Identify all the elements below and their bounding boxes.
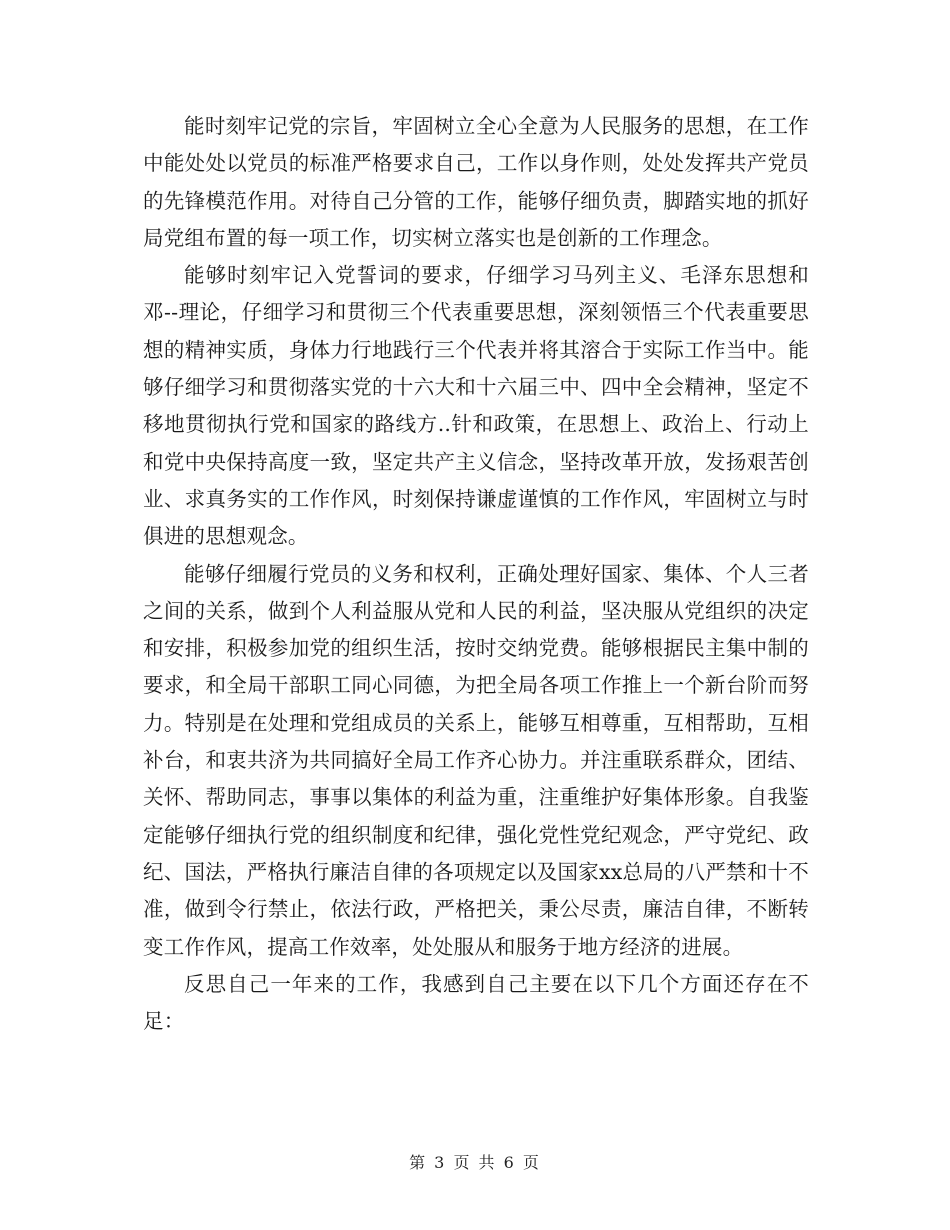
document-body [143, 108, 809, 1040]
page-number-footer: 第 3 页 共 6 页 [409, 1153, 541, 1172]
paragraph-self-reflection: 反思自己一年来的工作，我感到自己主要在以下几个方面还存在不足： [143, 971, 809, 1034]
paragraph-party-purpose: 能时刻牢记党的宗旨，牢固树立全心全意为人民服务的思想，在工作中能处处以党员的标准严格要求自己，工作以身作则，处处发挥共产党员的先锋模范作用。对待自己分管的工作，能够仔细负责，脚踏实地的抓好局党组布置的每一项工作，切实树立落实也是创新的工作理念。 [143, 114, 809, 250]
paragraph-party-oath: 能够时刻牢记入党誓词的要求，仔细学习马列主义、毛泽东思想和邓--理论，仔细学习和贯彻三个代表重要思想，深刻领悟三个代表重要思想的精神实质，身体力行地践行三个代表并将其溶合于实际工作当中。能够仔细学习和贯彻落实党的十六大和十六届三中、四中全会精神，坚定不移地贯彻执行党和国家的路线方..针和政策，在思想上、政治上、行动上和党中央保持高度一致，坚定共产主义信念，坚持改革开放，发扬艰苦创业、求真务实的工作作风，时刻保持谦虚谨慎的工作作风，牢固树立与时俱进的思想观念。 [143, 263, 809, 549]
paragraph-member-duties: 能够仔细履行党员的义务和权利，正确处理好国家、集体、个人三者之间的关系，做到个人利益服从党和人民的利益，坚决服从党组织的决定和安排，积极参加党的组织生活，按时交纳党费。能够根据民主集中制的要求，和全局干部职工同心同德，为把全局各项工作推上一个新台阶而努力。特别是在处理和党组成员的关系上，能够互相尊重，互相帮助，互相补台，和衷共济为共同搞好全局工作齐心协力。并注重联系群众，团结、关怀、帮助同志，事事以集体的利益为重，注重维护好集体形象。自我鉴定能够仔细执行党的组织制度和纪律，强化党性党纪观念，严守党纪、政纪、国法，严格执行廉洁自律的各项规定以及国家xx总局的八严禁和十不准，做到令行禁止，依法行政，严格把关，秉公尽责，廉洁自律，不断转变工作作风，提高工作效率，处处服从和服务于地方经济的进展。 [143, 561, 809, 959]
